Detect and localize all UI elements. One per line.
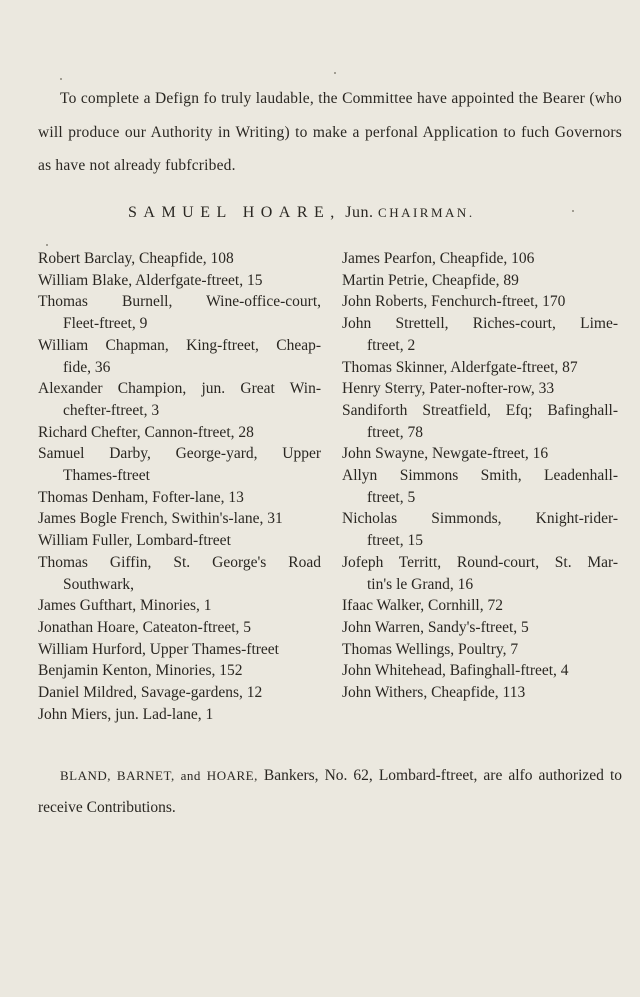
ink-speck bbox=[572, 210, 574, 212]
governor-line: John Roberts, Fenchurch-ftreet, 170 bbox=[342, 293, 566, 311]
governor-entry bbox=[342, 400, 618, 443]
governor-line: Richard Chefter, Cannon-ftreet, 28 bbox=[38, 423, 254, 441]
governors-left-column bbox=[38, 248, 321, 725]
governor-line: Thomas Wellings, Poultry, 7 bbox=[342, 640, 519, 658]
governor-line: John Withers, Cheapfide, 113 bbox=[342, 684, 526, 702]
governor-entry bbox=[342, 443, 618, 465]
governors-right-column bbox=[342, 248, 618, 704]
governor-line: James Pearfon, Cheapfide, 106 bbox=[342, 250, 535, 267]
governor-line: Henry Sterry, Pater-nofter-row, 33 bbox=[342, 380, 555, 398]
governor-entry bbox=[38, 487, 321, 509]
governor-line: James Bogle French, Swithin's-lane, 31 bbox=[38, 510, 283, 528]
governor-entry bbox=[38, 552, 321, 595]
chairman-name: SAMUEL HOARE, bbox=[128, 204, 341, 221]
governor-line: Nicholas Simmonds, Knight-rider- bbox=[342, 510, 618, 528]
governor-entry bbox=[342, 595, 618, 617]
governor-entry bbox=[38, 595, 321, 617]
governor-line: Thomas Denham, Fofter-lane, 13 bbox=[38, 488, 244, 506]
governor-line-continued: tin's le Grand, 16 bbox=[367, 575, 474, 593]
governor-entry bbox=[38, 248, 321, 270]
governor-line-continued: ftreet, 5 bbox=[367, 488, 416, 506]
ink-speck bbox=[46, 244, 48, 246]
chairman-title: CHAIRMAN. bbox=[378, 205, 475, 220]
governor-line-continued: Thames-ftreet bbox=[63, 467, 150, 485]
governor-line: Sandiforth Streatfield, Efq; Bafinghall- bbox=[342, 401, 618, 419]
governor-line: Daniel Mildred, Savage-gardens, 12 bbox=[38, 684, 263, 702]
governor-entry bbox=[342, 465, 618, 508]
governor-line-continued: chefter-ftreet, 3 bbox=[63, 401, 160, 419]
governor-line: Allyn Simmons Smith, Leadenhall- bbox=[342, 467, 618, 485]
governor-entry bbox=[342, 660, 618, 682]
governor-line: Benjamin Kenton, Minories, 152 bbox=[38, 662, 243, 680]
intro-paragraph: To complete a Defign fo truly laudable, the Committee have appointed the Bearer (who will produce our Authority in Writing) to make a perfonal Application to fuch Governors as have not already fubfcribed. bbox=[38, 90, 622, 174]
governor-entry bbox=[38, 639, 321, 661]
governor-line: John Swayne, Newgate-ftreet, 16 bbox=[342, 445, 549, 463]
governor-line: John Warren, Sandy's-ftreet, 5 bbox=[342, 618, 529, 636]
governor-line: Martin Petrie, Cheapfide, 89 bbox=[342, 271, 519, 289]
governor-entry bbox=[38, 443, 321, 486]
governor-line: James Gufthart, Minories, 1 bbox=[38, 597, 212, 615]
governor-entry bbox=[38, 422, 321, 444]
chairman-line bbox=[128, 204, 588, 222]
governor-entry bbox=[38, 291, 321, 334]
governor-entry bbox=[342, 291, 618, 313]
governor-line: Thomas Giffin, St. George's Road bbox=[38, 553, 321, 571]
governor-line-continued: ftreet, 78 bbox=[367, 423, 423, 441]
governor-entry bbox=[38, 617, 321, 639]
footer-text: Bankers, No. 62, Lombard-ftreet, are alfo authorized to receive Contributions. bbox=[38, 767, 623, 816]
governor-entry bbox=[342, 313, 618, 356]
governor-line: William Fuller, Lombard-ftreet bbox=[38, 532, 231, 550]
governor-entry bbox=[342, 508, 618, 551]
ink-speck bbox=[60, 78, 62, 80]
governor-entry bbox=[38, 270, 321, 292]
governor-line: William Chapman, King-ftreet, Cheap- bbox=[38, 336, 321, 354]
governor-entry bbox=[38, 335, 321, 378]
governor-line-continued: ftreet, 2 bbox=[367, 336, 416, 354]
governor-entry bbox=[38, 508, 321, 530]
governor-entry bbox=[342, 248, 618, 270]
governor-line: John Whitehead, Bafinghall-ftreet, 4 bbox=[342, 662, 569, 680]
governor-line: Ifaac Walker, Cornhill, 72 bbox=[342, 597, 503, 615]
governor-line: Robert Barclay, Cheapfide, 108 bbox=[38, 250, 234, 267]
chairman-suffix: Jun. bbox=[340, 204, 379, 221]
governor-line: John Strettell, Riches-court, Lime- bbox=[342, 315, 618, 333]
governor-entry bbox=[38, 660, 321, 682]
governor-entry bbox=[38, 378, 321, 421]
bankers-name: BLAND, BARNET, and HOARE, bbox=[60, 768, 258, 783]
governor-entry bbox=[342, 357, 618, 379]
governor-entry bbox=[342, 639, 618, 661]
governor-line: Alexander Champion, jun. Great Win- bbox=[38, 380, 321, 398]
governor-entry bbox=[38, 704, 321, 726]
governor-line-continued: ftreet, 15 bbox=[367, 532, 423, 550]
governor-line: William Blake, Alderfgate-ftreet, 15 bbox=[38, 271, 263, 289]
governor-line-continued: fide, 36 bbox=[63, 358, 111, 376]
governor-line: Thomas Burnell, Wine-office-court, bbox=[38, 293, 321, 311]
governor-entry bbox=[38, 682, 321, 704]
governor-entry bbox=[342, 552, 618, 595]
governor-entry bbox=[342, 378, 618, 400]
governor-entry bbox=[38, 530, 321, 552]
governor-entry bbox=[342, 682, 618, 704]
governor-line: John Miers, jun. Lad-lane, 1 bbox=[38, 705, 214, 723]
ink-speck bbox=[334, 72, 336, 74]
governor-line: Samuel Darby, George-yard, Upper bbox=[38, 445, 321, 463]
governor-line: Jofeph Territt, Round-court, St. Mar- bbox=[342, 553, 618, 571]
governor-line: William Hurford, Upper Thames-ftreet bbox=[38, 640, 279, 658]
governor-line: Thomas Skinner, Alderfgate-ftreet, 87 bbox=[342, 358, 578, 376]
governor-entry bbox=[342, 270, 618, 292]
footer-paragraph bbox=[38, 760, 622, 824]
governor-entry bbox=[342, 617, 618, 639]
governor-line-continued: Southwark, bbox=[63, 575, 135, 593]
governor-line: Jonathan Hoare, Cateaton-ftreet, 5 bbox=[38, 618, 252, 636]
governor-line-continued: Fleet-ftreet, 9 bbox=[63, 315, 148, 333]
